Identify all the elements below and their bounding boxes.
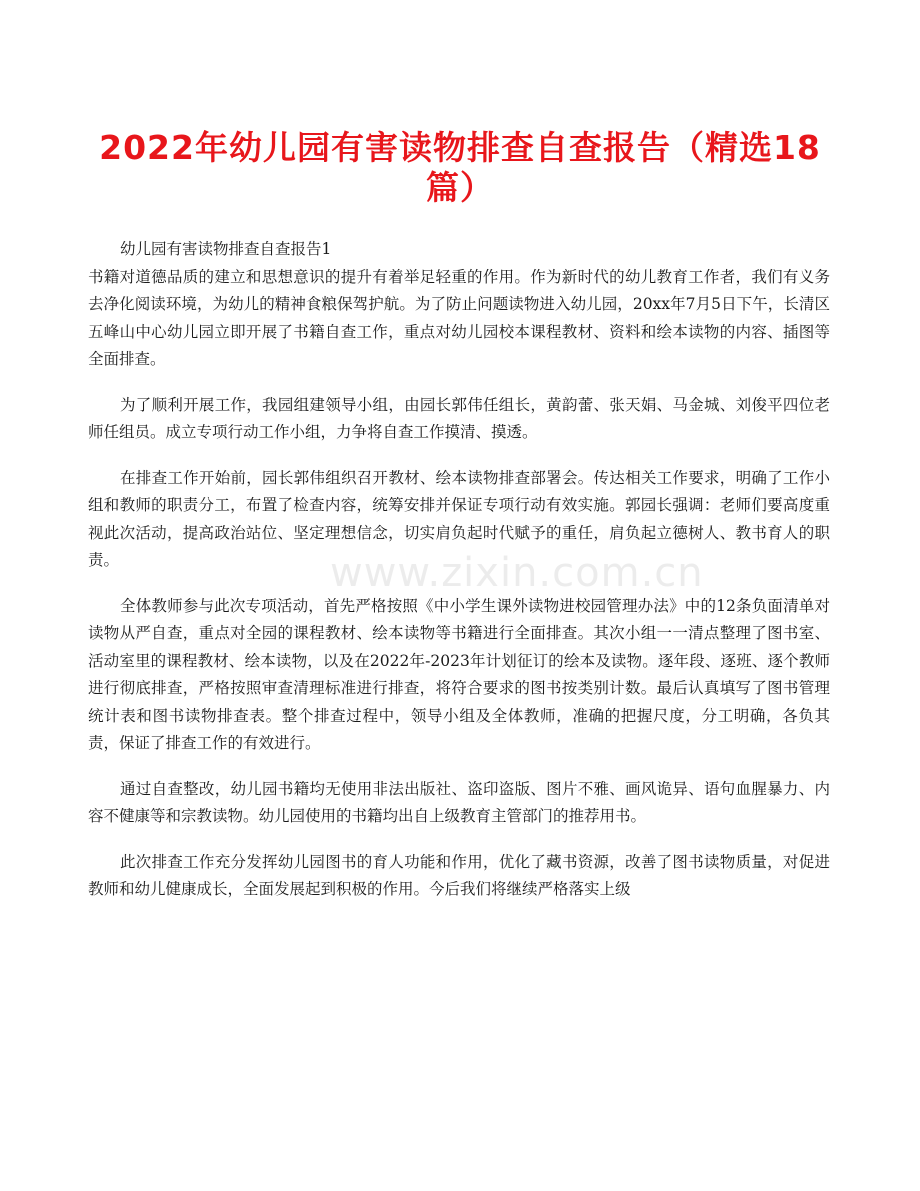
paragraph-5: 通过自查整改，幼儿园书籍均无使用非法出版社、盗印盗版、图片不雅、画风诡异、语句血腥暴力、内容不健康等和宗教读物。幼儿园使用的书籍均出自上级教育主管部门的推荐用书。 xyxy=(88,779,830,825)
paragraph-1: 书籍对道德品质的建立和思想意识的提升有着举足轻重的作用。作为新时代的幼儿教育工作者，我们有义务去净化阅读环境，为幼儿的精神食粮保驾护航。为了防止问题读物进入幼儿园，20xx年7月5日下午，长清区五峰山中心幼儿园立即开展了书籍自查工作，重点对幼儿园校本课程教材、资料和绘本读物的内容、插图等全面排查。 xyxy=(88,267,830,368)
paragraph-3: 在排查工作开始前，园长郭伟组织召开教材、绘本读物排查部署会。传达相关工作要求，明确了工作小组和教师的职责分工，布置了检查内容，统筹安排并保证专项行动有效实施。郭园长强调：老师们要高度重视此次活动，提高政治站位、坚定理想信念，切实肩负起时代赋予的重任，肩负起立德树人、教书育人的职责。 xyxy=(88,468,830,569)
paragraph-4: 全体教师参与此次专项活动，首先严格按照《中小学生课外读物进校园管理办法》中的12条负面清单对读物从严自查，重点对全园的课程教材、绘本读物等书籍进行全面排查。其次小组一一清点整理了图书室、活动室里的课程教材、绘本读物，以及在2022年-2023年计划征订的绘本及读物。逐年段、逐班、逐个教师进行彻底排查，严格按照审查清理标准进行排查，将符合要求的图书按类别计数。最后认真填写了图书管理统计表和图书读物排查表。整个排查过程中，领导小组及全体教师，准确的把握尺度，分工明确，各负其责，保证了排查工作的有效进行。 xyxy=(88,596,830,752)
report-subtitle: 幼儿园有害读物排查自查报告1 xyxy=(120,240,332,258)
paragraph-6: 此次排查工作充分发挥幼儿园图书的育人功能和作用，优化了藏书资源，改善了图书读物质量，对促进教师和幼儿健康成长，全面发展起到积极的作用。今后我们将继续严格落实上级 xyxy=(88,852,830,898)
watermark: www.zixin.com.cn xyxy=(330,550,704,596)
paragraph-2: 为了顺利开展工作，我园组建领导小组，由园长郭伟任组长，黄韵蕾、张天娟、马金城、刘俊平四位老师任组员。成立专项行动工作小组，力争将自查工作摸清、摸透。 xyxy=(88,395,830,441)
document-body xyxy=(88,236,830,922)
document-title: 2022年幼儿园有害读物排查自查报告（精选18篇） xyxy=(99,128,821,207)
